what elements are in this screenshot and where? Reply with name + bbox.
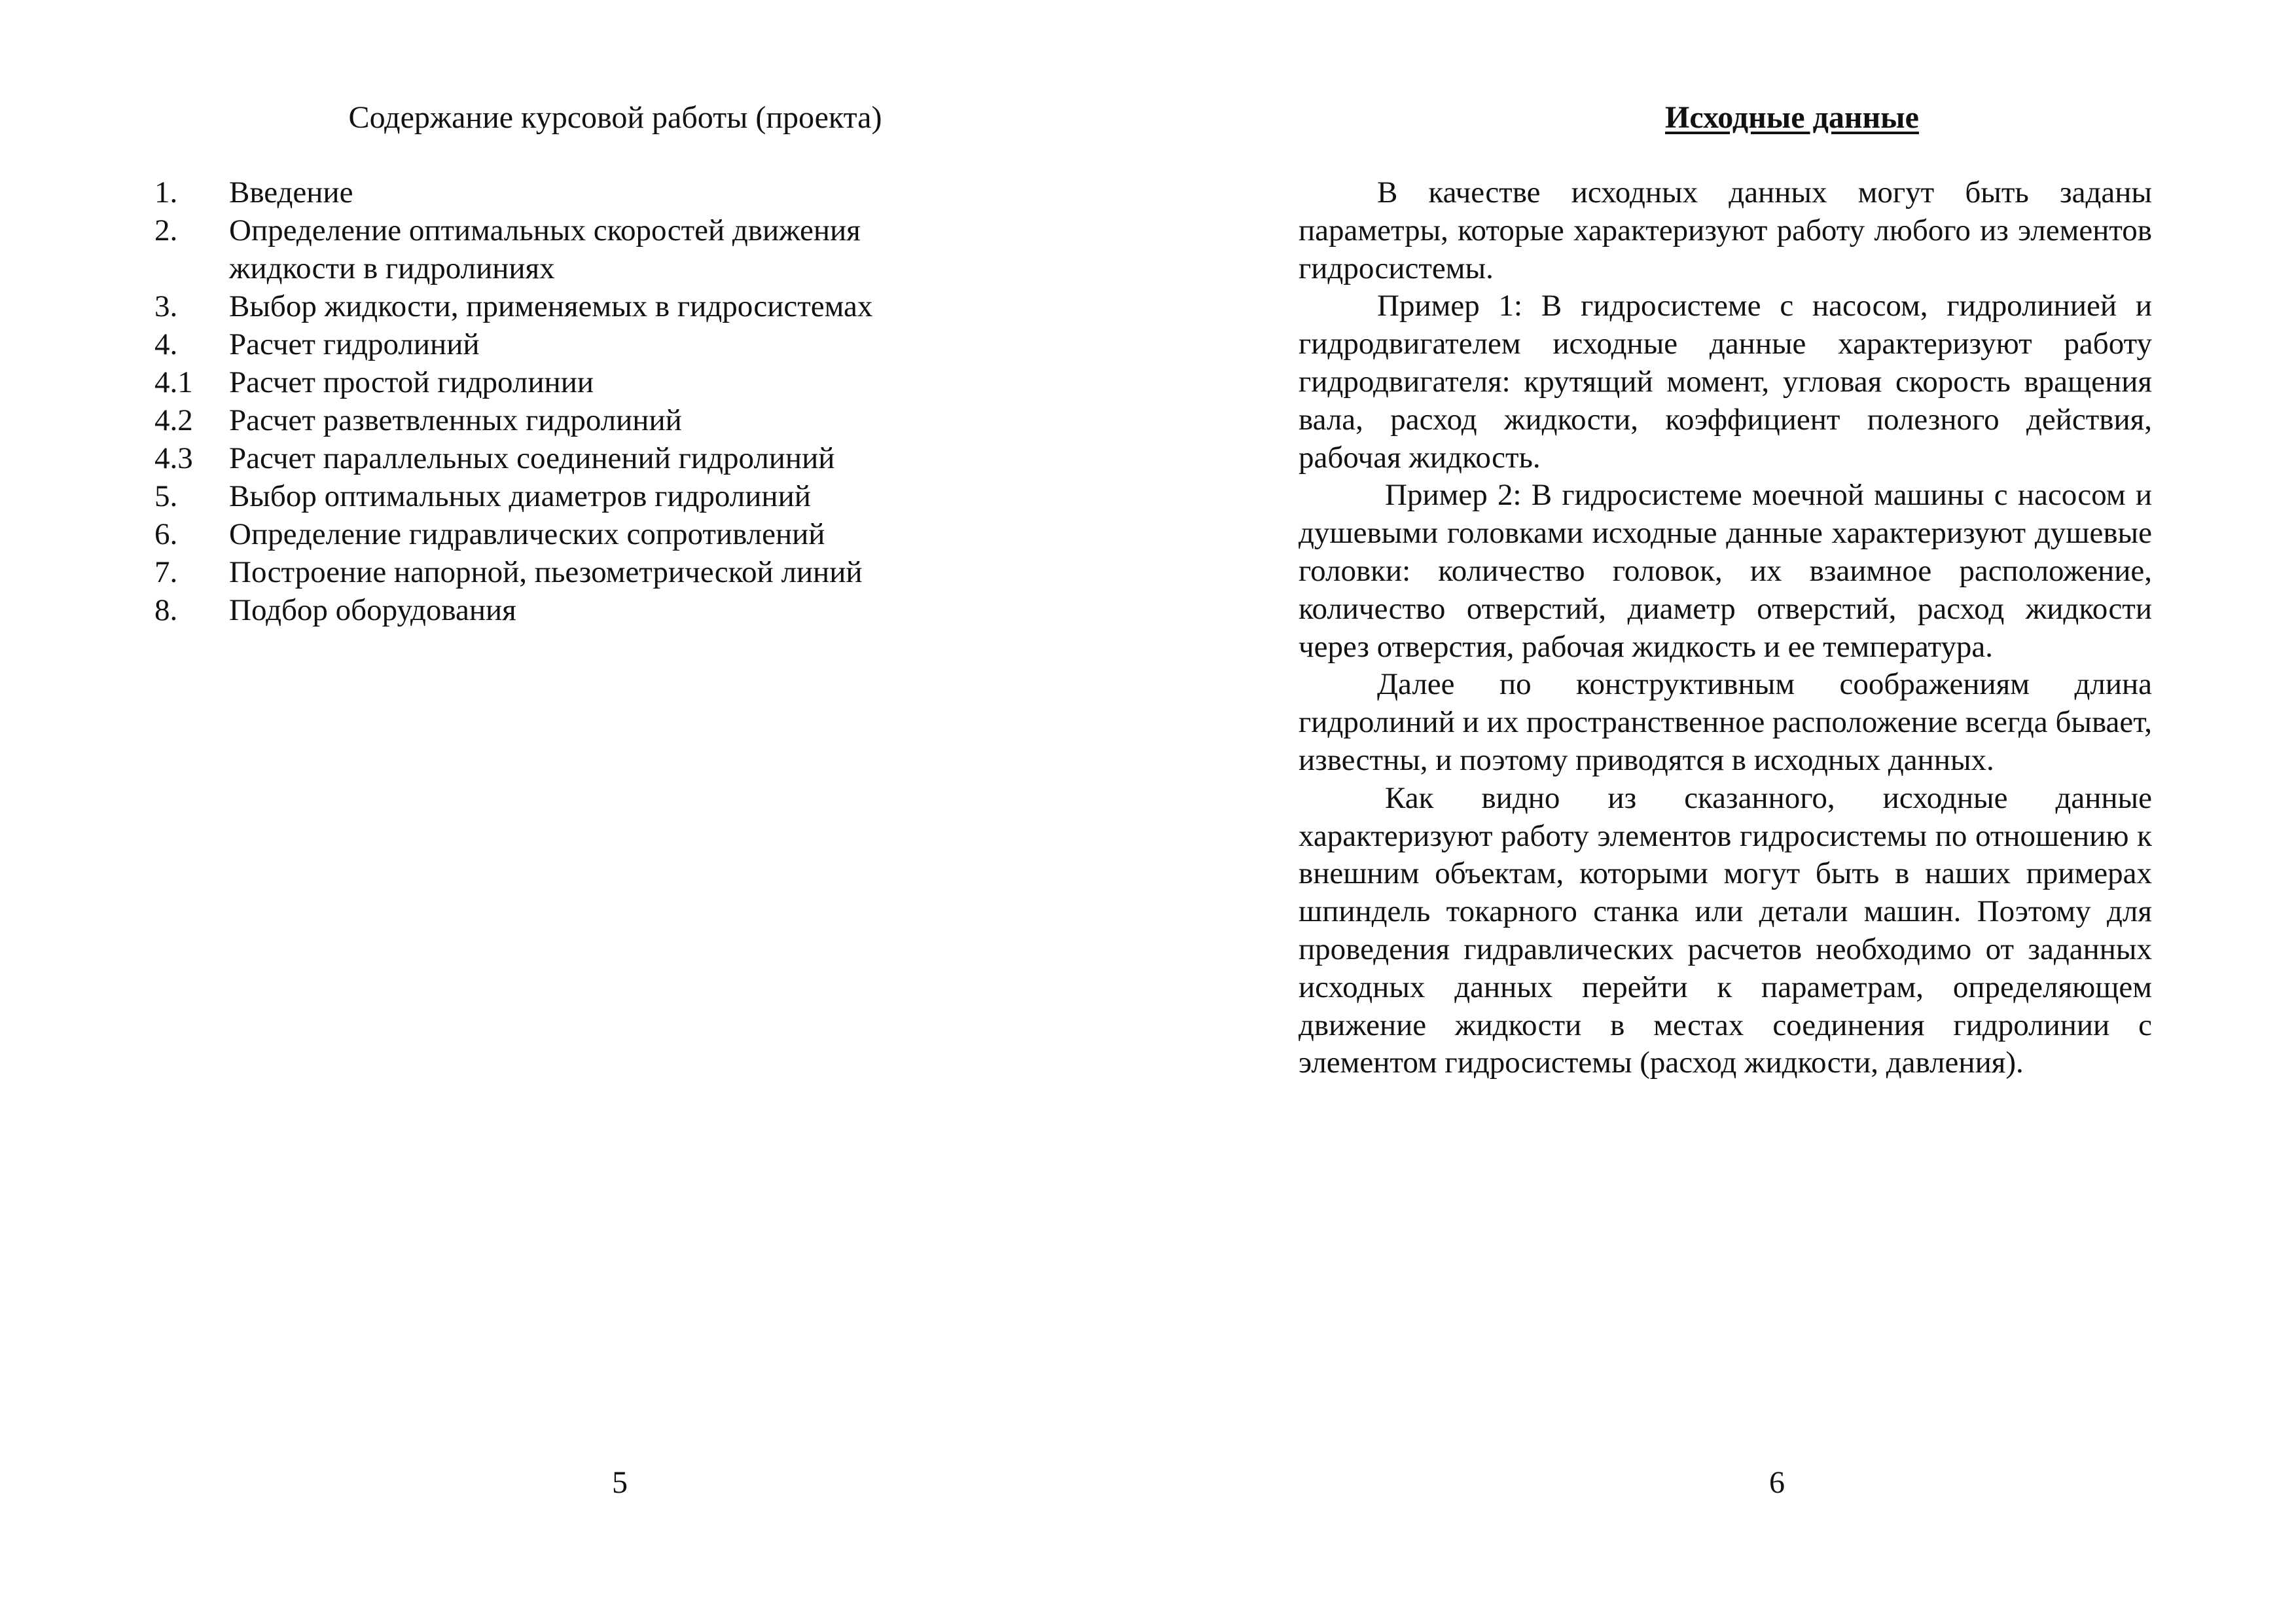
toc-item <box>154 401 1005 439</box>
toc-item-number: 4.2 <box>154 403 193 437</box>
table-of-contents <box>154 173 1005 629</box>
toc-item-text: Построение напорной, пьезометрической линий <box>229 555 863 589</box>
toc-item-text: Выбор жидкости, применяемых в гидросистемах <box>229 289 873 323</box>
paragraph: Пример 1: В гидросистеме с насосом, гидролинией и гидродвигателем исходные данные характеризуют работу гидродвигателя: крутящий момент, угловая скорость вращения вала, расход жидкости, коэффициент полезного действия, рабочая жидкость. <box>1299 289 2152 475</box>
toc-item-text: Расчет простой гидролинии <box>229 365 594 399</box>
right-page <box>1148 0 2296 1623</box>
toc-item-number: 4. <box>154 327 178 361</box>
toc-item-text: Определение оптимальных скоростей движения жидкости в гидролиниях <box>229 213 861 285</box>
toc-item-text: Определение гидравлических сопротивлений <box>229 517 825 551</box>
toc-item-number: 1. <box>154 175 178 210</box>
toc-item <box>154 287 1005 325</box>
toc-title: Содержание курсовой работы (проекта) <box>348 100 882 135</box>
body-text <box>1299 174 2152 1082</box>
toc-item-number: 6. <box>154 517 178 551</box>
toc-item-text: Расчет параллельных соединений гидролиний <box>229 441 835 475</box>
toc-item <box>154 515 1005 553</box>
toc-item <box>154 211 1005 287</box>
section-heading: Исходные данные <box>1665 100 1919 135</box>
toc-item-number: 4.3 <box>154 441 193 475</box>
toc-item-number: 2. <box>154 213 178 247</box>
toc-item <box>154 591 1005 629</box>
toc-item-number: 5. <box>154 479 178 513</box>
page-number: 6 <box>1769 1465 1785 1500</box>
toc-item <box>154 173 1005 211</box>
toc-item-text: Подбор оборудования <box>229 593 516 627</box>
toc-item-number: 7. <box>154 555 178 589</box>
toc-item-text: Расчет гидролиний <box>229 327 480 361</box>
paragraph: Пример 2: В гидросистеме моечной машины с насосом и душевыми головками исходные данные характеризуют душевые головки: количество головок, их взаимное расположение, количество отверстий, диаметр отверстий, расход жидкости через отверстия, рабочая жидкость и ее температура. <box>1299 478 2152 664</box>
page-number: 5 <box>612 1465 628 1500</box>
toc-item-text: Выбор оптимальных диаметров гидролиний <box>229 479 811 513</box>
toc-item-number: 8. <box>154 593 178 627</box>
toc-item-text: Расчет разветвленных гидролиний <box>229 403 682 437</box>
toc-item <box>154 325 1005 363</box>
toc-item <box>154 553 1005 591</box>
toc-item <box>154 363 1005 401</box>
toc-item <box>154 439 1005 477</box>
paragraph: Далее по конструктивным соображениям длина гидролиний и их пространственное расположение всегда бывает, известны, и поэтому приводятся в исходных данных. <box>1299 667 2152 777</box>
toc-item-number: 4.1 <box>154 365 193 399</box>
toc-item <box>154 477 1005 515</box>
paragraph: В качестве исходных данных могут быть заданы параметры, которые характеризуют работу любого из элементов гидросистемы. <box>1299 175 2152 285</box>
toc-item-number: 3. <box>154 289 178 323</box>
paragraph: Как видно из сказанного, исходные данные характеризуют работу элементов гидросистемы по отношению к внешним объектам, которыми могут быть в наших примерах шпиндель токарного станка или детали машин. Поэтому для проведения гидравлических расчетов необходимо от заданных исходных данных перейти к параметрам, определяющем движение жидкости в местах соединения гидролинии с элементом гидросистемы (расход жидкости, давления). <box>1299 780 2152 1080</box>
toc-item-text: Введение <box>229 175 353 210</box>
